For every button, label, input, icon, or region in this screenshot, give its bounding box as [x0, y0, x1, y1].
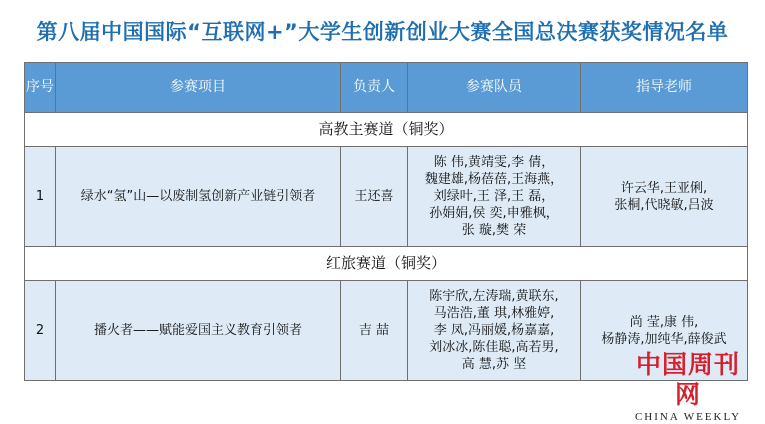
- advisor-line: 杨静涛,加纯华,薛俊武: [601, 331, 727, 347]
- advisor-line: 许云华,王亚俐,: [620, 180, 708, 196]
- member-line: 陈 伟,黄靖雯,李 倩，: [433, 155, 555, 170]
- advisor-line: 尚 莹,康 伟,: [629, 314, 699, 330]
- member-line: 魏建雄,杨蓓蓓,王海燕，: [424, 172, 564, 187]
- section-label: 红旅赛道（铜奖）: [25, 247, 748, 281]
- cell-leader: 吉 喆: [341, 281, 408, 381]
- watermark-logo: [625, 350, 751, 424]
- table-header-row: [25, 63, 748, 113]
- header-project: 参赛项目: [56, 63, 341, 113]
- member-line: 李 凤,冯丽媛,杨嘉嘉,: [433, 323, 555, 338]
- header-index: 序号: [25, 63, 56, 113]
- header-advisors: 指导老师: [581, 63, 748, 113]
- header-members: 参赛队员: [408, 63, 581, 113]
- cell-project: 绿水“氢”山—以废制氢创新产业链引领者: [56, 147, 341, 247]
- member-line: 张 璇,樊 荣: [461, 223, 527, 238]
- award-table: [24, 62, 748, 381]
- cell-advisors: [581, 147, 748, 247]
- member-line: 高 慧,苏 坚: [461, 357, 527, 372]
- section-row: [25, 113, 748, 147]
- page-title: 第八届中国国际“互联网+”大学生创新创业大赛全国总决赛获奖情况名单: [36, 20, 729, 44]
- cell-index: 2: [25, 281, 56, 381]
- member-line: 马浩浩,董 琪,林雅婷,: [433, 306, 555, 321]
- table-row: [25, 147, 748, 247]
- member-line: 孙娟娟,侯 奕,申雅枫，: [429, 206, 559, 221]
- cell-index: 1: [25, 147, 56, 247]
- watermark-name: 中国周刊网: [635, 350, 740, 409]
- header-leader: 负责人: [341, 63, 408, 113]
- cell-project: 播火者——赋能爱国主义教育引领者: [56, 281, 341, 381]
- section-row: [25, 247, 748, 281]
- watermark-subtitle: CHINA WEEKLY: [634, 411, 742, 423]
- cell-leader: 王还喜: [341, 147, 408, 247]
- section-label: 高教主赛道（铜奖）: [25, 113, 748, 147]
- cell-members: [408, 147, 581, 247]
- member-line: 刘冰冰,陈佳聪,高若男,: [429, 340, 559, 355]
- member-line: 陈宇欣,左涛瑞,黄联东,: [429, 289, 559, 304]
- cell-members: [408, 281, 581, 381]
- member-line: 刘绿叶,王 泽,王 磊，: [433, 189, 555, 204]
- advisor-line: 张桐,代晓敏,吕波: [614, 197, 714, 213]
